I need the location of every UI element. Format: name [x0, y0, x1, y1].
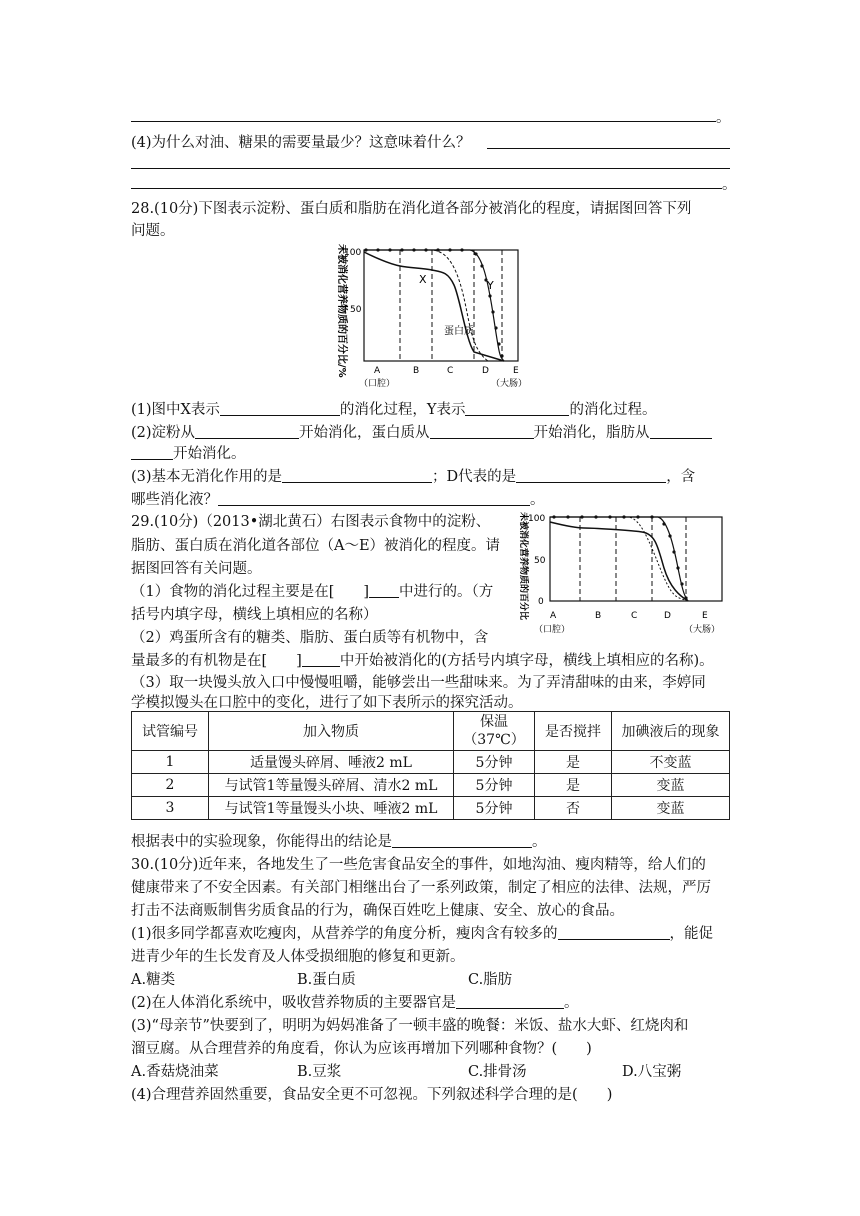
- question-30-2: (2)在人体消化系统中，吸收营养物质的主要器官是 。: [131, 995, 579, 1011]
- category-b: B: [595, 611, 602, 621]
- header-tube-id: 试管编号: [132, 712, 209, 751]
- blank[interactable]: [369, 583, 399, 598]
- question-29-conclusion: 根据表中的实验现象，你能得出的结论是 。: [131, 834, 547, 850]
- ytick-100: 100: [528, 514, 546, 524]
- ytick-100: 100: [344, 248, 362, 258]
- blank[interactable]: [650, 424, 712, 439]
- header-stir: 是否搅拌: [535, 712, 612, 751]
- blank[interactable]: [516, 468, 666, 483]
- option-30-3-b[interactable]: B.豆浆: [297, 1064, 342, 1080]
- question-27-4: (4)为什么对油、糖果的需要量最少？这意味着什么？: [131, 135, 471, 151]
- label-x: X: [419, 273, 427, 286]
- question-29-2: （2）鸡蛋所含有的糖类、脂肪、蛋白质等有机物中，含: [131, 630, 489, 646]
- blank[interactable]: [392, 833, 532, 848]
- cell-result: 变蓝: [612, 774, 730, 797]
- cell-tube-id: 1: [132, 751, 209, 774]
- blank[interactable]: [558, 925, 670, 940]
- option-30-3-c[interactable]: C.排骨汤: [468, 1064, 527, 1080]
- header-material: 加入物质: [209, 712, 454, 751]
- category-e: E: [513, 366, 519, 376]
- blank[interactable]: [282, 468, 432, 483]
- question-30-intro: 30.(10分)近年来，各地发生了一些危害食品安全的事件，如地沟油、瘦肉精等，给人们的: [131, 857, 706, 873]
- table-row: [132, 774, 730, 797]
- table-row: [132, 751, 730, 774]
- question-28-3-cont: 哪些消化液？ 。: [131, 492, 545, 508]
- question-28-1: (1)图中X表示 的消化过程，Y表示 的消化过程。: [131, 402, 657, 418]
- question-29-3: （3）取一块馒头放入口中慢慢咀嚼，能够尝出一些甜味来。为了弄清甜味的由来，李婷同: [131, 675, 706, 691]
- question-30-intro: 打击不法商贩制售劣质食品的行为，确保百姓吃上健康、安全、放心的食品。: [131, 903, 624, 919]
- category-a: A: [550, 611, 557, 621]
- cell-stir: 是: [535, 774, 612, 797]
- table-header-row: [132, 712, 730, 751]
- ytick-50: 50: [534, 556, 546, 566]
- question-30-4: (4)合理营养固然重要，食品安全更不可忽视。下列叙述科学合理的是( ): [131, 1087, 613, 1103]
- header-result: 加碘液后的现象: [612, 712, 730, 751]
- option-30-1-a[interactable]: A.糖类: [131, 972, 176, 988]
- blank[interactable]: [220, 401, 340, 416]
- digestion-graph-28: [330, 240, 530, 392]
- blank[interactable]: [218, 491, 530, 506]
- cell-temperature: 5分钟: [454, 774, 535, 797]
- question-28-3: (3)基本无消化作用的是 ；D代表的是 ，含: [131, 469, 696, 485]
- cell-result: 不变蓝: [612, 751, 730, 774]
- option-30-3-a[interactable]: A.香菇烧油菜: [131, 1064, 219, 1080]
- question-30-1-cont: 进青少年的生长发育及人体受损细胞的修复和更新。: [131, 949, 465, 965]
- question-29-1-cont: 括号内填字母，横线上填相应的名称）: [131, 607, 378, 623]
- cell-temperature: 5分钟: [454, 797, 535, 820]
- question-30-intro: 健康带来了不安全因素。有关部门相继出台了一系列政策，制定了相应的法律、法规，严厉: [131, 880, 711, 896]
- question-30-3-cont: 溜豆腐。从合理营养的角度看，你认为应该再增加下列哪种食物？( ): [131, 1041, 592, 1057]
- category-b: B: [413, 366, 420, 376]
- question-30-3: (3)“母亲节”快要到了，明明为妈妈准备了一顿丰盛的晚餐：米饭、盐水大虾、红烧肉和: [131, 1018, 689, 1034]
- blank[interactable]: [456, 994, 564, 1009]
- experiment-table: [131, 711, 730, 820]
- question-28-2-cont: 开始消化。: [131, 444, 246, 464]
- option-30-3-d[interactable]: D.八宝粥: [622, 1064, 682, 1080]
- category-e-sub: （大肠）: [684, 625, 721, 635]
- question-28-2: (2)淀粉从 开始消化，蛋白质从 开始消化，脂肪从: [131, 423, 712, 443]
- category-e: E: [702, 611, 708, 621]
- cell-material: 适量馒头碎屑、唾液2 mL: [209, 751, 454, 774]
- option-30-1-c[interactable]: C.脂肪: [468, 972, 513, 988]
- cell-stir: 是: [535, 751, 612, 774]
- answer-line: [487, 148, 730, 149]
- cell-temperature: 5分钟: [454, 751, 535, 774]
- graph-ylabel: 未被消化营养物质的百分比/%: [336, 244, 347, 378]
- category-d: D: [482, 366, 489, 376]
- cell-tube-id: 3: [132, 797, 209, 820]
- answer-line: [131, 168, 730, 169]
- blank[interactable]: [302, 652, 340, 667]
- blank[interactable]: [195, 424, 299, 439]
- question-29-2-cont: 量最多的有机物是在[ ] 中开始被消化的(方括号内填字母，横线上填相应的名称)。: [131, 653, 714, 669]
- table-row: [132, 797, 730, 820]
- blank[interactable]: [465, 401, 569, 416]
- question-28-intro: 问题。: [131, 223, 175, 239]
- cell-tube-id: 2: [132, 774, 209, 797]
- question-29-intro: 脂肪、蛋白质在消化道各部位（A～E）被消化的程度。请: [131, 538, 501, 554]
- blank[interactable]: [430, 424, 534, 439]
- ytick-0: 0: [538, 597, 544, 607]
- category-d: D: [664, 611, 671, 621]
- digestion-graph-29: [512, 508, 738, 644]
- question-30-1: (1)很多同学都喜欢吃瘦肉，从营养学的角度分析，瘦肉含有较多的 ，能促: [131, 926, 714, 942]
- question-29-1: （1）食物的消化过程主要是在[ ] 中进行的。（方: [131, 584, 494, 600]
- question-29-intro: 据图回答有关问题。: [131, 561, 262, 577]
- header-temperature: 保温 （37℃）: [454, 712, 535, 751]
- answer-line: [131, 121, 716, 122]
- line-end-mark: 。: [722, 177, 737, 193]
- label-y: Y: [487, 279, 494, 292]
- category-c: C: [631, 611, 638, 621]
- question-28-intro: 28.(10分)下图表示淀粉、蛋白质和脂肪在消化道各部分被消化的程度，请据图回答下列: [131, 201, 692, 217]
- graph-ylabel: 未被消化营养物质的百分比: [518, 512, 528, 621]
- line-end-mark: 。: [716, 110, 731, 126]
- blank[interactable]: [131, 445, 173, 460]
- category-a: A: [374, 366, 381, 376]
- cell-result: 变蓝: [612, 797, 730, 820]
- category-e-sub: （大肠）: [491, 379, 528, 389]
- ytick-50: 50: [350, 305, 362, 315]
- option-30-1-b[interactable]: B.蛋白质: [297, 972, 356, 988]
- cell-material: 与试管1等量馒头小块、唾液2 mL: [209, 797, 454, 820]
- question-29-intro: 29.(10分)（2013•湖北黄石）右图表示食物中的淀粉、: [131, 514, 491, 530]
- category-a-sub: （口腔）: [534, 625, 571, 635]
- category-a-sub: （口腔）: [359, 379, 396, 389]
- label-protein: 蛋白质: [444, 326, 474, 337]
- category-c: C: [447, 366, 454, 376]
- question-29-3-cont: 学模拟馒头在口腔中的变化，进行了如下表所示的探究活动。: [131, 695, 523, 711]
- cell-stir: 否: [535, 797, 612, 820]
- cell-material: 与试管1等量馒头碎屑、清水2 mL: [209, 774, 454, 797]
- answer-line: [131, 188, 722, 189]
